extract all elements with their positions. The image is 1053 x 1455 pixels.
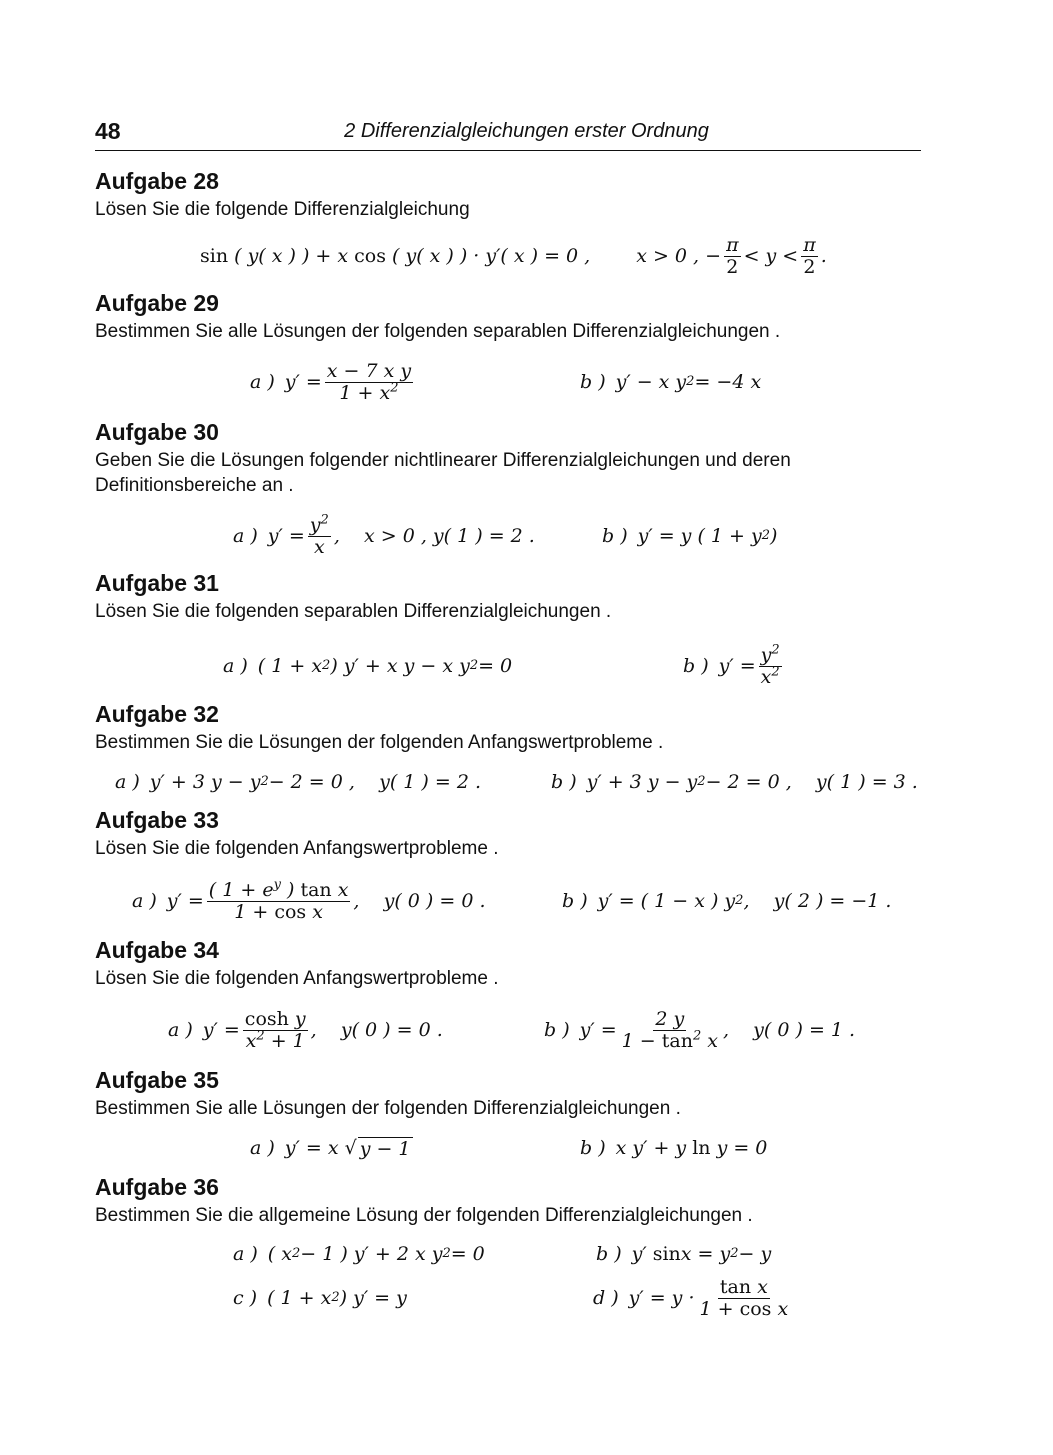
- exercise-29a-equation: a ) y′ = $\frac{\text{x − 7 x y}}{1 + x^2}$: [250, 359, 412, 404]
- exercise-34-intro: Lösen Sie die folgenden Anfangswertprobleme .: [95, 968, 499, 989]
- exercise-36d-equation: d ) y′ = y · $\frac{\text{tan x}}{\text{1 + cos x}}$: [593, 1275, 789, 1320]
- exercise-36-intro: Bestimmen Sie die allgemeine Lösung der folgenden Differenzialgleichungen .: [95, 1205, 753, 1226]
- exercise-36a-equation: a ) ( x 2 − 1 ) y′ + 2 x y 2 = 0: [233, 1243, 485, 1265]
- exercise-31b-equation: b ) y′ = $\frac{y^2}{x^2}$: [683, 642, 780, 688]
- header-rule: [95, 150, 921, 151]
- exercise-28-equation: sin ( y( x ) ) + x cos ( y( x ) ) · y′( x ) = 0 , x > 0 , − $\frac{\pi}{2}$ < y < $\frac{\pi}{2}$ .: [200, 233, 827, 278]
- exercise-36b-equation: b ) y′ sin x = y 2 − y: [596, 1243, 772, 1265]
- exercise-30-title: Aufgabe 30: [95, 419, 219, 445]
- exercise-35-title: Aufgabe 35: [95, 1067, 219, 1093]
- exercise-32b-equation: b ) y′ + 3 y − y 2 − 2 = 0 , y( 1 ) = 3 .: [551, 771, 918, 793]
- exercise-34a-equation: a ) y′ = $\frac{\text{cosh y}}{x^2 + 1}$ , y( 0 ) = 0 .: [168, 1007, 443, 1052]
- exercise-32-intro: Bestimmen Sie die Lösungen der folgenden Anfangswertprobleme .: [95, 732, 664, 753]
- exercise-35a-equation: a ) y′ = x √ y − 1: [250, 1137, 411, 1160]
- exercise-31a-equation: a ) ( 1 + x 2 ) y′ + x y − x y 2 = 0: [223, 655, 513, 677]
- exercise-34-title: Aufgabe 34: [95, 937, 219, 963]
- running-title: 2 Differenzialgleichungen erster Ordnung: [344, 120, 709, 142]
- exercise-30-intro: Geben Sie die Lösungen folgender nichtlinearer Differenzialgleichungen und deren Definitionsbereiche an .: [95, 450, 791, 496]
- exercise-29-title: Aufgabe 29: [95, 290, 219, 316]
- exercise-30a-equation: a ) y′ = $\frac{y^2}{x}$ , x > 0 , y( 1 ) = 2 .: [233, 512, 535, 558]
- exercise-36c-equation: c ) ( 1 + x 2 ) y′ = y: [233, 1287, 407, 1309]
- exercise-34b-equation: b ) y′ = $\frac{2 y}{1 - \tan^2 x}$ , y( 0 ) = 1 .: [544, 1007, 856, 1052]
- exercise-30b-equation: b ) y′ = y ( 1 + y 2 ): [602, 525, 778, 547]
- exercise-32-title: Aufgabe 32: [95, 701, 219, 727]
- exercise-31-title: Aufgabe 31: [95, 570, 219, 596]
- exercise-35b-equation: b ) x y′ + y ln y = 0: [580, 1137, 768, 1159]
- exercise-28-intro: Lösen Sie die folgende Differenzialgleichung: [95, 199, 470, 220]
- exercise-31-intro: Lösen Sie die folgenden separablen Differenzialgleichungen .: [95, 601, 612, 622]
- exercise-29-intro: Bestimmen Sie alle Lösungen der folgenden separablen Differenzialgleichungen .: [95, 321, 781, 342]
- exercise-35-intro: Bestimmen Sie alle Lösungen der folgenden Differenzialgleichungen .: [95, 1098, 681, 1119]
- exercise-28-title: Aufgabe 28: [95, 168, 219, 194]
- exercise-33a-equation: a ) y′ = $\frac{( 1 + e^y ) \tan x}{\text{1 + cos x}}$ , y( 0 ) = 0 .: [132, 877, 486, 923]
- exercise-33-title: Aufgabe 33: [95, 807, 219, 833]
- exercise-33-intro: Lösen Sie die folgenden Anfangswertprobleme .: [95, 838, 499, 859]
- exercise-33b-equation: b ) y′ = ( 1 − x ) y 2 , y( 2 ) = −1 .: [562, 890, 892, 912]
- exercise-32a-equation: a ) y′ + 3 y − y 2 − 2 = 0 , y( 1 ) = 2 .: [115, 771, 481, 793]
- exercise-36-title: Aufgabe 36: [95, 1174, 219, 1200]
- page-number: 48: [95, 118, 121, 144]
- exercise-29b-equation: b ) y′ − x y 2 = −4 x: [580, 371, 762, 393]
